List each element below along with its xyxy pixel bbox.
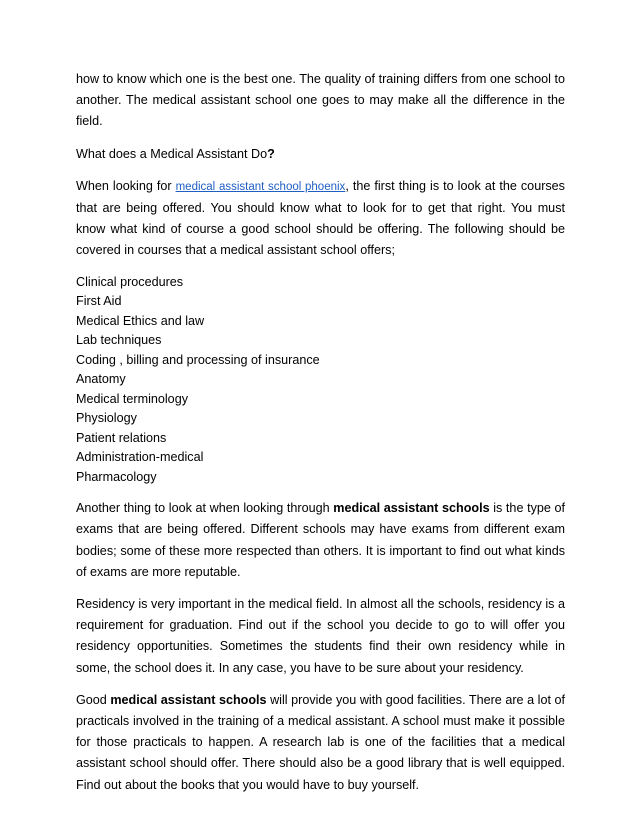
list-item: Coding , billing and processing of insurance: [76, 352, 320, 367]
paragraph-residency: Residency is very important in the medical field. In almost all the schools, residency is a requirement for graduation. Find out if the school you decide to go to will offer you residency opportunities. Sometimes the students find their own residency while in some, the school does it. In any case, you have to be sure about your residency.: [76, 596, 565, 675]
list-item: Lab techniques: [76, 333, 162, 348]
list-item: Clinical procedures: [76, 274, 184, 289]
list-item: Medical terminology: [76, 391, 188, 406]
list-item: Pharmacology: [76, 469, 157, 484]
paragraph-exams-bold: medical assistant schools: [333, 501, 490, 516]
section-heading-text: What does a Medical Assistant Do: [76, 146, 268, 161]
list-item: Medical Ethics and law: [76, 313, 205, 328]
paragraph-exams-after: is the type of exams that are being offered. Different schools may have exams from different exam bodies; some of these more respected than others. It is important to find out what kinds of exams are more reputable.: [76, 501, 565, 579]
paragraph-exams: [76, 498, 565, 583]
section-heading-qmark: ?: [267, 146, 275, 161]
paragraph-courses-intro: [76, 176, 565, 262]
paragraph-exams-before: Another thing to look at when looking through: [76, 501, 334, 516]
paragraph-courses-intro-before: When looking for: [76, 178, 176, 193]
paragraph-facilities-after: will provide you with good facilities. There are a lot of practicals involved in the training of a medical assistant. A school must make it possible for those practicals to happen. A research lab is one of the facilities that a medical assistant school should offer. There should also be a good library that is well equipped. Find out about the books that you would have to buy yourself.: [76, 692, 565, 792]
medical-assistant-school-phoenix-link[interactable]: medical assistant school phoenix: [175, 180, 346, 193]
list-item: Physiology: [76, 411, 137, 426]
paragraph-intro-continuation: how to know which one is the best one. The quality of training differs from one school to another. The medical assistant school one goes to may make all the difference in the field.: [76, 72, 565, 129]
paragraph-facilities: [76, 690, 565, 796]
list-item: Patient relations: [76, 430, 167, 445]
section-heading: [76, 144, 565, 165]
list-item: Administration-medical: [76, 450, 204, 465]
paragraph-courses-intro-after: , the first thing is to look at the courses that are being offered. You should know what to look for to get that right. You must know what kind of course a good school should be offering. The following should be covered in courses that a medical assistant school offers;: [76, 178, 565, 258]
paragraph-facilities-bold: medical assistant schools: [110, 692, 267, 707]
paragraph-facilities-before: Good: [76, 692, 111, 707]
list-item: First Aid: [76, 294, 122, 309]
list-item: Anatomy: [76, 372, 126, 387]
course-list: [76, 273, 565, 488]
